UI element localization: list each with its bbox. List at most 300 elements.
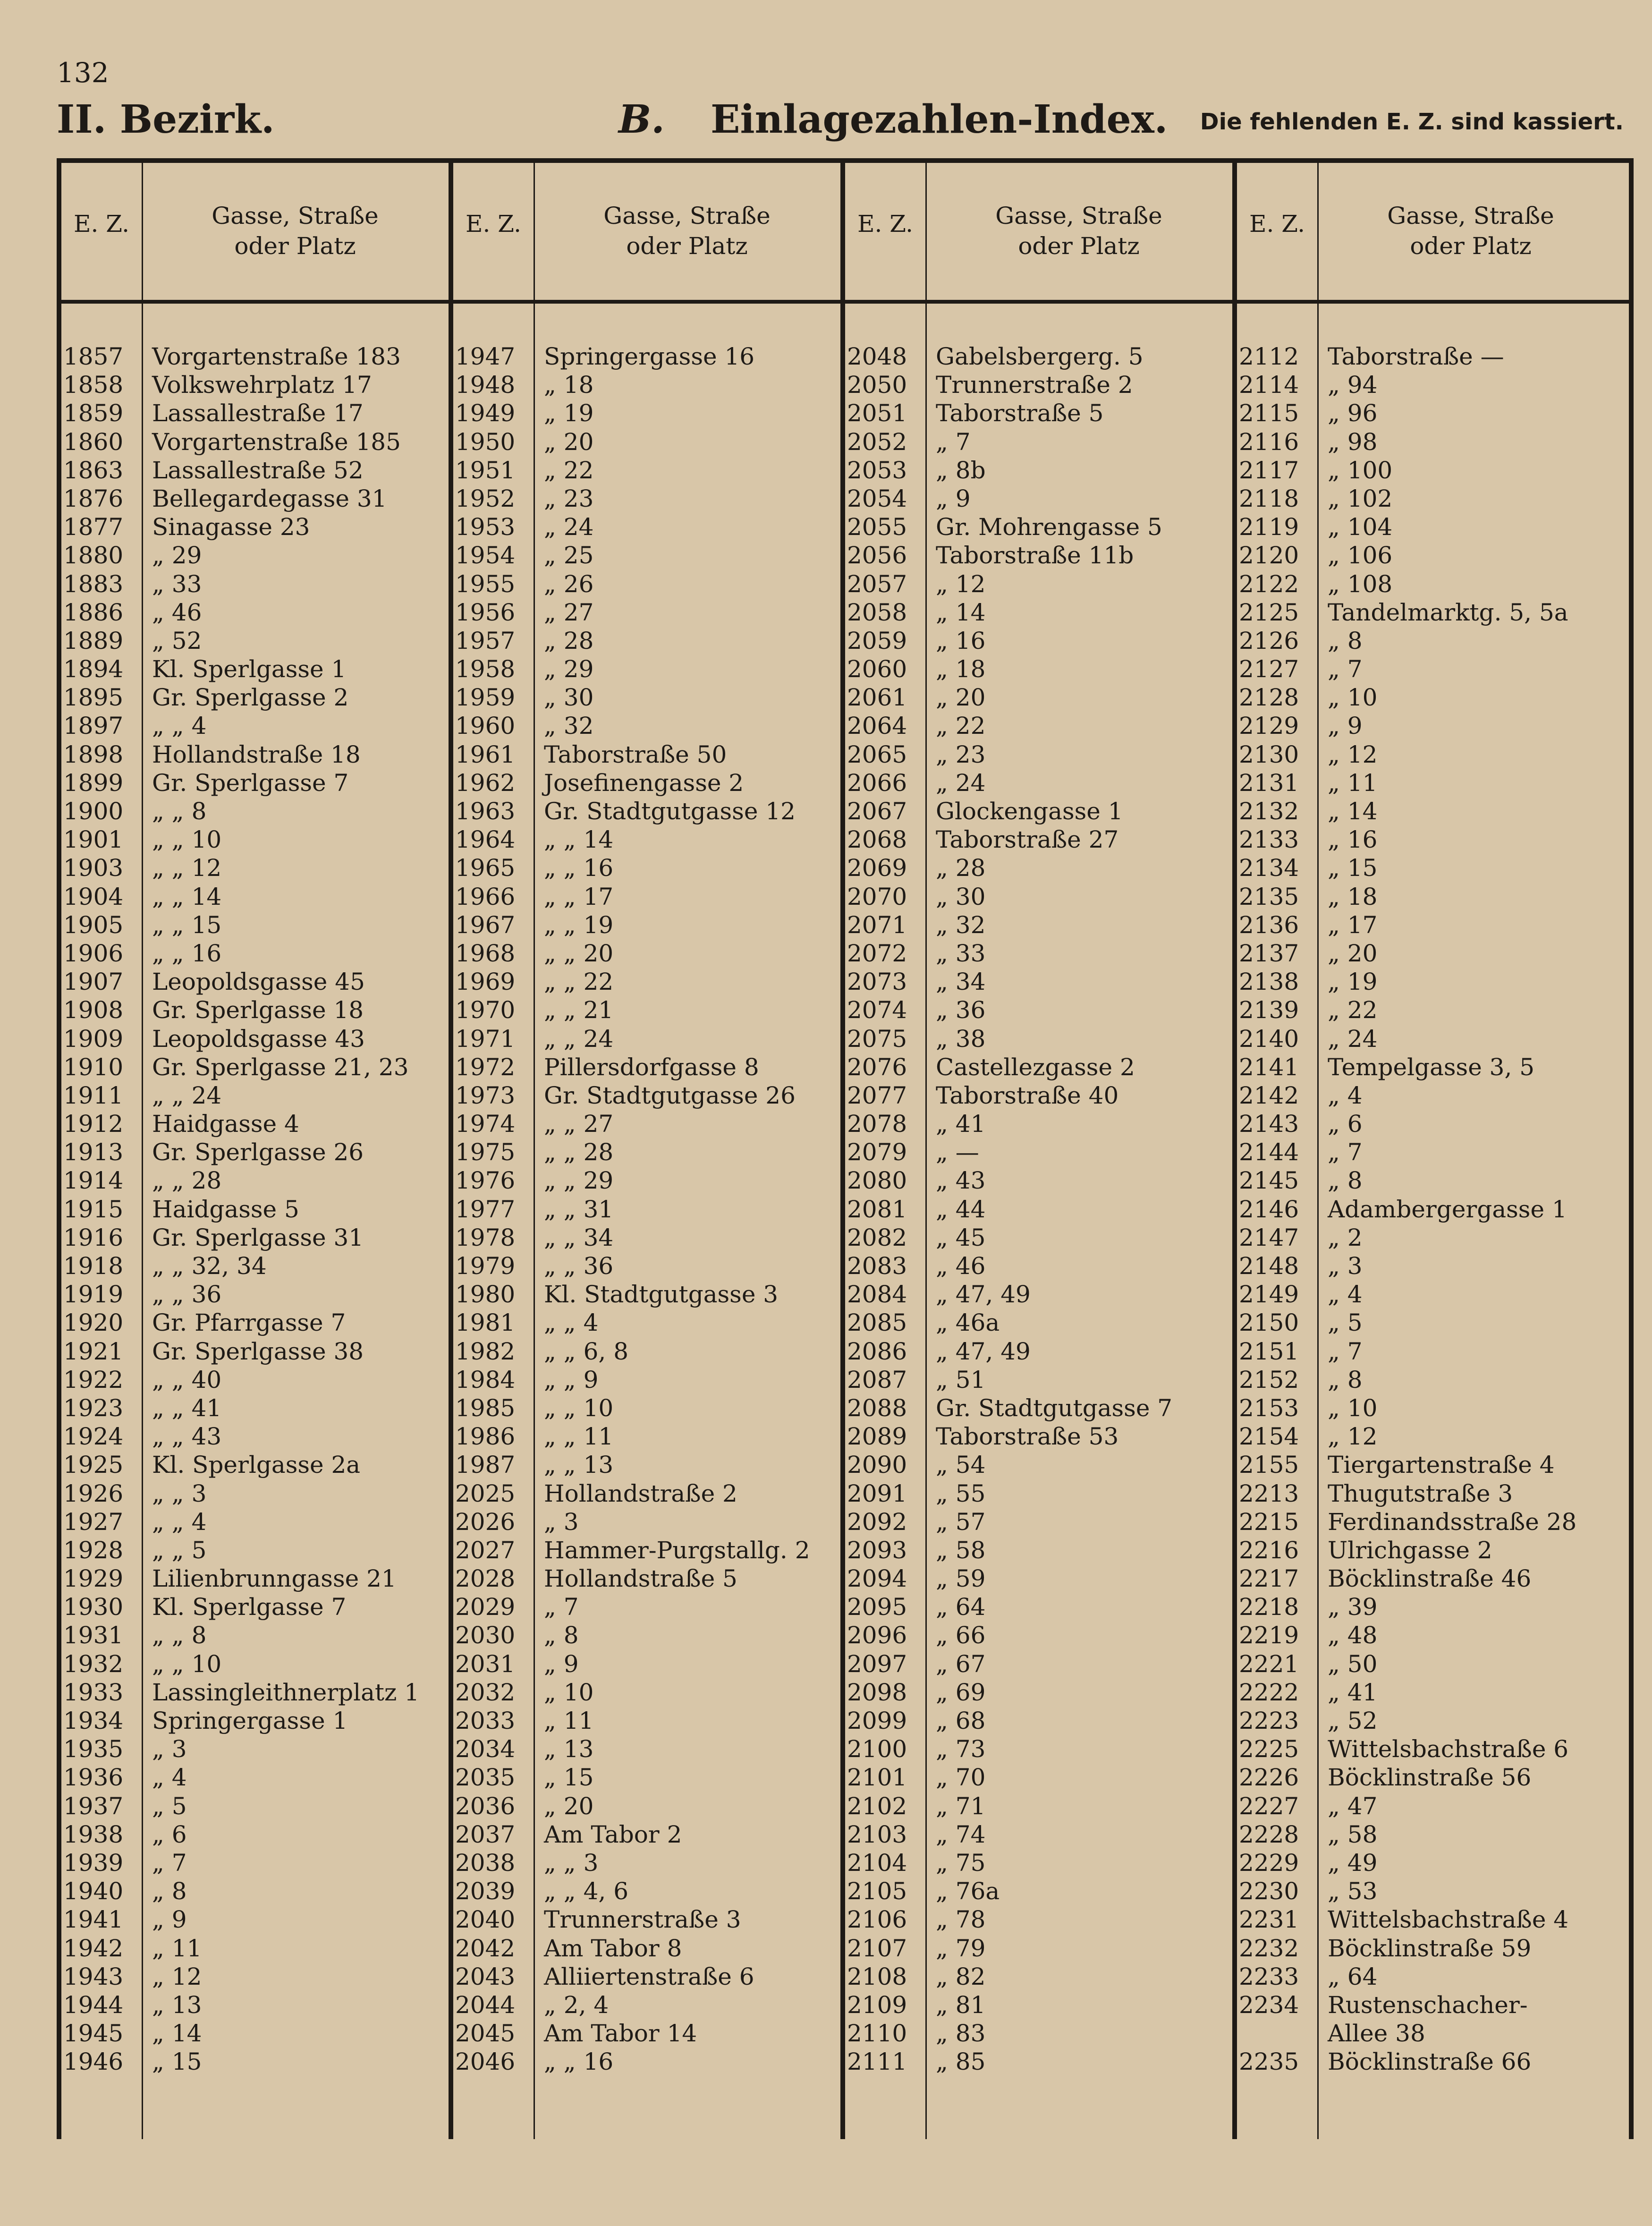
street-name: Gr. Sperlgasse 21, 23 bbox=[152, 1053, 409, 1081]
street-name: „ 8 bbox=[1328, 1366, 1363, 1393]
table-row bbox=[61, 1849, 449, 1877]
ez-number: 2044 bbox=[455, 1991, 516, 2019]
ez-number: 2119 bbox=[1239, 513, 1299, 541]
ez-number: 2050 bbox=[847, 371, 907, 399]
table-row bbox=[453, 598, 840, 627]
street-name: Gr. Sperlgasse 38 bbox=[152, 1337, 364, 1365]
ez-number: 1962 bbox=[455, 769, 516, 797]
table-row bbox=[453, 769, 840, 797]
street-name: „ „ 4 bbox=[544, 1309, 599, 1337]
table-row bbox=[61, 854, 449, 882]
table-row bbox=[845, 1252, 1232, 1280]
table-row bbox=[453, 399, 840, 427]
table-row bbox=[1237, 1508, 1624, 1536]
street-name: Haidgasse 5 bbox=[152, 1195, 299, 1223]
ez-number: 1947 bbox=[455, 343, 516, 370]
rows bbox=[845, 342, 1232, 2076]
street-name: „ „ 6, 8 bbox=[544, 1337, 629, 1365]
table-row bbox=[1237, 1678, 1624, 1707]
header-street-line1: Gasse, Straße bbox=[603, 202, 771, 229]
table-row bbox=[845, 598, 1232, 627]
ez-number: 1927 bbox=[63, 1508, 124, 1536]
ez-number: 1973 bbox=[455, 1081, 516, 1109]
ez-number: 1943 bbox=[63, 1963, 124, 1990]
street-name: „ „ 36 bbox=[152, 1281, 222, 1308]
street-name: Vorgartenstraße 183 bbox=[152, 343, 401, 370]
table-row bbox=[61, 1025, 449, 1053]
table-row bbox=[845, 541, 1232, 569]
ez-number: 1909 bbox=[63, 1025, 124, 1053]
table-row bbox=[845, 683, 1232, 712]
ez-number: 1920 bbox=[63, 1309, 124, 1337]
ez-number: 1975 bbox=[455, 1138, 516, 1166]
ez-number: 2117 bbox=[1239, 456, 1299, 484]
street-name: „ „ 24 bbox=[544, 1025, 614, 1053]
street-name: „ 46a bbox=[936, 1309, 1000, 1337]
street-name: „ 11 bbox=[544, 1707, 594, 1734]
table-row bbox=[1237, 1166, 1624, 1195]
street-name: „ 27 bbox=[544, 598, 594, 626]
street-name: Taborstraße — bbox=[1328, 343, 1504, 370]
table-row bbox=[1237, 797, 1624, 825]
header-street bbox=[1317, 201, 1624, 261]
table-row bbox=[1237, 1195, 1624, 1223]
ez-number: 2084 bbox=[847, 1281, 907, 1308]
street-name: „ 4 bbox=[1328, 1081, 1363, 1109]
street-name: Taborstraße 5 bbox=[936, 399, 1104, 427]
table-row bbox=[845, 1081, 1232, 1110]
table-row bbox=[61, 769, 449, 797]
ez-number: 1912 bbox=[63, 1110, 124, 1138]
table-row bbox=[453, 484, 840, 513]
ez-number: 2057 bbox=[847, 570, 907, 598]
ez-number: 1953 bbox=[455, 513, 516, 541]
table-row bbox=[1237, 371, 1624, 399]
table-row bbox=[453, 968, 840, 996]
ez-number: 2028 bbox=[455, 1565, 516, 1593]
table-row bbox=[61, 712, 449, 740]
ez-number: 2122 bbox=[1239, 570, 1299, 598]
ez-number: 1898 bbox=[63, 740, 124, 768]
table-row bbox=[845, 1820, 1232, 1849]
ez-number: 2090 bbox=[847, 1451, 907, 1479]
table-row bbox=[453, 1820, 840, 1849]
ez-number: 1915 bbox=[63, 1195, 124, 1223]
ez-number: 1919 bbox=[63, 1281, 124, 1308]
ez-number: 2114 bbox=[1239, 371, 1299, 399]
table-row bbox=[1237, 1849, 1624, 1877]
ez-number: 1900 bbox=[63, 798, 124, 825]
street-name: „ 9 bbox=[152, 1906, 187, 1934]
table-row bbox=[845, 996, 1232, 1024]
table-row bbox=[61, 1621, 449, 1649]
ez-number: 2081 bbox=[847, 1195, 907, 1223]
table-row bbox=[845, 1536, 1232, 1564]
ez-number: 2231 bbox=[1239, 1906, 1299, 1934]
street-name: „ 98 bbox=[1328, 428, 1378, 456]
street-name: „ „ 8 bbox=[152, 798, 207, 825]
street-name: „ „ 16 bbox=[544, 2048, 614, 2076]
table-row bbox=[61, 1593, 449, 1621]
table-row bbox=[61, 1081, 449, 1110]
street-name: „ 7 bbox=[1328, 655, 1363, 683]
header-street bbox=[534, 201, 840, 261]
table-row bbox=[61, 1991, 449, 2019]
table-row bbox=[845, 1479, 1232, 1508]
table-row bbox=[845, 2048, 1232, 2076]
ez-number: 2065 bbox=[847, 740, 907, 768]
table-row bbox=[61, 1394, 449, 1422]
ez-number: 1950 bbox=[455, 428, 516, 456]
ez-number: 1907 bbox=[63, 968, 124, 996]
ez-number: 2213 bbox=[1239, 1479, 1299, 1507]
street-name: Springergasse 1 bbox=[152, 1707, 348, 1734]
table-row bbox=[845, 1223, 1232, 1252]
ez-number: 2143 bbox=[1239, 1110, 1299, 1138]
ez-number: 2116 bbox=[1239, 428, 1299, 456]
table-row bbox=[61, 1877, 449, 1905]
table-row bbox=[453, 1394, 840, 1422]
street-name: „ 73 bbox=[936, 1735, 986, 1763]
street-name: „ 23 bbox=[936, 740, 986, 768]
ez-number: 2155 bbox=[1239, 1451, 1299, 1479]
ez-number: 2120 bbox=[1239, 542, 1299, 569]
street-name: „ 16 bbox=[1328, 826, 1378, 854]
ez-number: 2072 bbox=[847, 939, 907, 967]
table-row bbox=[61, 683, 449, 712]
ez-number: 2052 bbox=[847, 428, 907, 456]
ez-number: 1930 bbox=[63, 1593, 124, 1621]
ez-number: 2046 bbox=[455, 2048, 516, 2076]
street-name: „ 78 bbox=[936, 1906, 986, 1934]
table-row bbox=[1237, 1394, 1624, 1422]
table-row bbox=[1237, 968, 1624, 996]
table-row bbox=[845, 1763, 1232, 1792]
index-column-4 bbox=[1237, 163, 1624, 2139]
street-name: „ 28 bbox=[544, 627, 594, 654]
street-name: „ 28 bbox=[936, 854, 986, 882]
street-name: Sinagasse 23 bbox=[152, 513, 310, 541]
street-name: „ 33 bbox=[936, 939, 986, 967]
table-row bbox=[1237, 1934, 1624, 1963]
street-name: „ 19 bbox=[1328, 968, 1378, 996]
ez-number: 2135 bbox=[1239, 883, 1299, 910]
header-ez: E. Z. bbox=[73, 210, 130, 238]
ez-number: 2042 bbox=[455, 1934, 516, 1962]
ez-number: 1857 bbox=[63, 343, 124, 370]
street-name: „ „ 28 bbox=[544, 1138, 614, 1166]
ez-number: 2115 bbox=[1239, 399, 1299, 427]
ez-number: 2232 bbox=[1239, 1934, 1299, 1962]
street-name: „ 7 bbox=[152, 1849, 187, 1877]
table-row bbox=[845, 1337, 1232, 1366]
ez-number: 2101 bbox=[847, 1764, 907, 1792]
street-name: „ 4 bbox=[152, 1764, 187, 1792]
street-name: „ 20 bbox=[544, 1792, 594, 1820]
street-name: Ulrichgasse 2 bbox=[1328, 1536, 1492, 1564]
ez-number: 2069 bbox=[847, 854, 907, 882]
table-row bbox=[61, 1564, 449, 1593]
ez-number: 2107 bbox=[847, 1934, 907, 1962]
table-row bbox=[1237, 1308, 1624, 1337]
table-row bbox=[61, 825, 449, 854]
ez-number: 2106 bbox=[847, 1906, 907, 1934]
street-name: „ „ 12 bbox=[152, 854, 222, 882]
table-row bbox=[845, 1991, 1232, 2019]
table-row bbox=[1237, 484, 1624, 513]
street-name: „ 20 bbox=[936, 684, 986, 712]
table-row bbox=[1237, 655, 1624, 683]
street-name: „ 81 bbox=[936, 1991, 986, 2019]
ez-number: 2127 bbox=[1239, 655, 1299, 683]
ez-number: 2099 bbox=[847, 1707, 907, 1734]
street-name: „ „ 4, 6 bbox=[544, 1878, 629, 1905]
table-row bbox=[453, 825, 840, 854]
ez-number: 2070 bbox=[847, 883, 907, 910]
ez-number: 2136 bbox=[1239, 911, 1299, 939]
table-row bbox=[61, 570, 449, 598]
street-name: „ „ 34 bbox=[544, 1223, 614, 1251]
street-name: Gr. Pfarrgasse 7 bbox=[152, 1309, 346, 1337]
table-row bbox=[845, 1280, 1232, 1308]
table-row bbox=[453, 1991, 840, 2019]
ez-number: 1883 bbox=[63, 570, 124, 598]
ez-number: 2110 bbox=[847, 2020, 907, 2048]
table-row bbox=[453, 371, 840, 399]
table-row bbox=[845, 883, 1232, 911]
ez-number: 2125 bbox=[1239, 598, 1299, 626]
street-name: „ „ 19 bbox=[544, 911, 614, 939]
table-row bbox=[1237, 683, 1624, 712]
street-name: „ 76a bbox=[936, 1878, 1000, 1905]
table-row bbox=[61, 911, 449, 939]
ez-number: 1895 bbox=[63, 684, 124, 712]
ez-number: 1980 bbox=[455, 1281, 516, 1308]
table-row bbox=[61, 1053, 449, 1081]
table-row bbox=[453, 1025, 840, 1053]
table-row bbox=[61, 1536, 449, 1564]
table-row bbox=[1237, 1792, 1624, 1820]
street-name: „ 13 bbox=[544, 1735, 594, 1763]
table-row bbox=[845, 1707, 1232, 1735]
table-row bbox=[1237, 996, 1624, 1024]
ez-number: 2080 bbox=[847, 1167, 907, 1195]
table-row bbox=[1237, 598, 1624, 627]
table-row bbox=[845, 627, 1232, 655]
table-row bbox=[453, 1110, 840, 1138]
street-name: Wittelsbachstraße 6 bbox=[1328, 1735, 1569, 1763]
table-row bbox=[453, 1593, 840, 1621]
ez-number: 1956 bbox=[455, 598, 516, 626]
street-name: „ 7 bbox=[936, 428, 971, 456]
street-name: „ 14 bbox=[1328, 798, 1378, 825]
table-row bbox=[845, 1166, 1232, 1195]
ez-number: 2087 bbox=[847, 1366, 907, 1393]
ez-number: 2142 bbox=[1239, 1081, 1299, 1109]
ez-number: 1929 bbox=[63, 1565, 124, 1593]
header-street-line2: oder Platz bbox=[1018, 232, 1140, 260]
ez-number: 2100 bbox=[847, 1735, 907, 1763]
ez-number: 2215 bbox=[1239, 1508, 1299, 1536]
street-name: Am Tabor 8 bbox=[544, 1934, 682, 1962]
ez-number: 1958 bbox=[455, 655, 516, 683]
ez-number: 1921 bbox=[63, 1337, 124, 1365]
street-name: „ 9 bbox=[1328, 712, 1363, 740]
ez-number: 2133 bbox=[1239, 826, 1299, 854]
table-row bbox=[61, 371, 449, 399]
table-row bbox=[453, 1963, 840, 1991]
street-name: „ 13 bbox=[152, 1991, 202, 2019]
ez-number: 2151 bbox=[1239, 1337, 1299, 1365]
ez-number: 1916 bbox=[63, 1223, 124, 1251]
ez-number: 2104 bbox=[847, 1849, 907, 1877]
table-row bbox=[453, 1081, 840, 1110]
street-name: „ 47, 49 bbox=[936, 1281, 1031, 1308]
column-separator bbox=[1232, 163, 1237, 2139]
street-name: „ 100 bbox=[1328, 456, 1393, 484]
table-row bbox=[61, 1166, 449, 1195]
street-name: „ 39 bbox=[1328, 1593, 1378, 1621]
street-name: Böcklinstraße 56 bbox=[1328, 1764, 1532, 1792]
ez-number: 1918 bbox=[63, 1252, 124, 1280]
ez-number: 2095 bbox=[847, 1593, 907, 1621]
ez-number: 1913 bbox=[63, 1138, 124, 1166]
table-row bbox=[1237, 1138, 1624, 1166]
table-row bbox=[1237, 1820, 1624, 1849]
ez-number: 1908 bbox=[63, 996, 124, 1024]
table-row bbox=[1237, 1280, 1624, 1308]
ez-number: 2131 bbox=[1239, 769, 1299, 797]
street-name: „ 34 bbox=[936, 968, 986, 996]
table-row bbox=[1237, 1053, 1624, 1081]
ez-number: 1959 bbox=[455, 684, 516, 712]
ez-number: 2071 bbox=[847, 911, 907, 939]
table-row bbox=[61, 655, 449, 683]
ez-number: 2043 bbox=[455, 1963, 516, 1990]
street-name: „ „ 11 bbox=[544, 1423, 614, 1451]
street-name: Hollandstraße 18 bbox=[152, 740, 361, 768]
table-row bbox=[61, 1508, 449, 1536]
table-row bbox=[453, 541, 840, 569]
street-name: „ „ 14 bbox=[544, 826, 614, 854]
column-separator bbox=[840, 163, 845, 2139]
table-row bbox=[1237, 428, 1624, 456]
street-name: Taborstraße 40 bbox=[936, 1081, 1119, 1109]
table-row bbox=[453, 797, 840, 825]
ez-number: 2234 bbox=[1239, 1991, 1299, 2019]
ez-number: 2083 bbox=[847, 1252, 907, 1280]
ez-number: 2029 bbox=[455, 1593, 516, 1621]
street-name: „ 7 bbox=[1328, 1138, 1363, 1166]
ez-number: 2138 bbox=[1239, 968, 1299, 996]
street-name: „ 22 bbox=[544, 456, 594, 484]
ez-number: 1974 bbox=[455, 1110, 516, 1138]
ez-number: 2126 bbox=[1239, 627, 1299, 654]
street-name: „ 8 bbox=[152, 1878, 187, 1905]
table-row bbox=[1237, 1479, 1624, 1508]
street-name: Allee 38 bbox=[1328, 2020, 1425, 2048]
ez-number: 2228 bbox=[1239, 1820, 1299, 1848]
table-row bbox=[845, 2019, 1232, 2048]
ez-number: 1939 bbox=[63, 1849, 124, 1877]
header-note: Die fehlenden E. Z. sind kassiert. bbox=[1200, 109, 1624, 135]
street-name: „ 12 bbox=[1328, 740, 1378, 768]
ez-number: 2036 bbox=[455, 1792, 516, 1820]
table-row bbox=[845, 1366, 1232, 1394]
street-name: „ 20 bbox=[544, 428, 594, 456]
table-row bbox=[453, 1195, 840, 1223]
ez-number: 2082 bbox=[847, 1223, 907, 1251]
table-row bbox=[61, 968, 449, 996]
table-row bbox=[845, 968, 1232, 996]
ez-number: 1986 bbox=[455, 1423, 516, 1451]
ez-number: 2129 bbox=[1239, 712, 1299, 740]
street-name: „ 45 bbox=[936, 1223, 986, 1251]
ez-number: 2059 bbox=[847, 627, 907, 654]
table-row bbox=[1237, 883, 1624, 911]
table-row bbox=[61, 1763, 449, 1792]
table-row bbox=[845, 570, 1232, 598]
table-row bbox=[1237, 342, 1624, 371]
ez-number: 1968 bbox=[455, 939, 516, 967]
table-row bbox=[845, 484, 1232, 513]
table-row bbox=[61, 939, 449, 968]
street-name: „ 8b bbox=[936, 456, 986, 484]
ez-number: 2137 bbox=[1239, 939, 1299, 967]
street-name: Lassallestraße 52 bbox=[152, 456, 364, 484]
ez-number: 2222 bbox=[1239, 1678, 1299, 1706]
table-row bbox=[61, 1110, 449, 1138]
street-name: „ 9 bbox=[544, 1650, 579, 1678]
street-name: „ „ 15 bbox=[152, 911, 222, 939]
table-row bbox=[1237, 825, 1624, 854]
table-row bbox=[61, 1366, 449, 1394]
table-row bbox=[453, 1564, 840, 1593]
ez-number: 1982 bbox=[455, 1337, 516, 1365]
header-street bbox=[925, 201, 1232, 261]
ez-number: 2032 bbox=[455, 1678, 516, 1706]
ez-number: 2217 bbox=[1239, 1565, 1299, 1593]
street-name: „ 53 bbox=[1328, 1878, 1378, 1905]
table-row bbox=[453, 1366, 840, 1394]
page-title: Einlagezahlen-Index. bbox=[711, 97, 1168, 142]
table-row bbox=[1237, 1621, 1624, 1649]
street-name: „ 41 bbox=[1328, 1678, 1378, 1706]
ez-number: 2055 bbox=[847, 513, 907, 541]
table-row bbox=[845, 399, 1232, 427]
street-name: „ 14 bbox=[936, 598, 986, 626]
table-row bbox=[453, 428, 840, 456]
street-name: Gr. Sperlgasse 31 bbox=[152, 1223, 364, 1251]
ez-number: 2053 bbox=[847, 456, 907, 484]
street-name: „ 94 bbox=[1328, 371, 1378, 399]
ez-number: 1903 bbox=[63, 854, 124, 882]
ez-number: 1987 bbox=[455, 1451, 516, 1479]
table-row bbox=[1237, 1650, 1624, 1678]
table-row bbox=[845, 712, 1232, 740]
table-row bbox=[1237, 1536, 1624, 1564]
street-name: „ 68 bbox=[936, 1707, 986, 1734]
table-row bbox=[1237, 627, 1624, 655]
ez-number: 1976 bbox=[455, 1167, 516, 1195]
street-name: „ 2, 4 bbox=[544, 1991, 609, 2019]
street-name: Springergasse 16 bbox=[544, 343, 755, 370]
ez-number: 1941 bbox=[63, 1906, 124, 1934]
table-row bbox=[845, 1025, 1232, 1053]
ez-number: 2103 bbox=[847, 1820, 907, 1848]
ez-number: 1904 bbox=[63, 883, 124, 910]
ez-number: 1928 bbox=[63, 1536, 124, 1564]
